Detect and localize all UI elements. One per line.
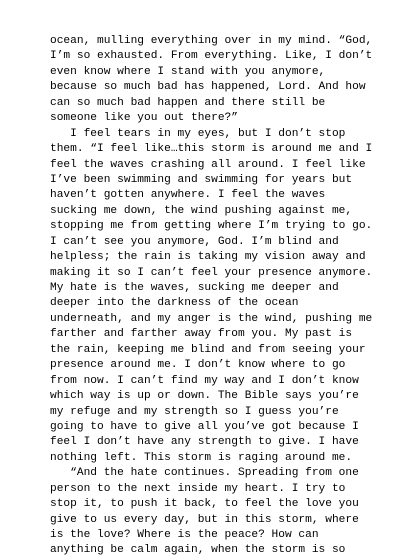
- text-line: feel I don’t have any strength to give. I have: [50, 436, 359, 449]
- text-line: deeper into the darkness of the ocean: [50, 297, 299, 310]
- text-line: anything be calm again, when the storm is so: [50, 544, 346, 557]
- text-line: ocean, mulling everything over in my mind. “God,: [50, 35, 373, 47]
- text-line: My hate is the waves, sucking me deeper and: [50, 282, 339, 294]
- text-line: the rain, keeping me blind and from seeing your: [50, 343, 366, 356]
- text-line: which way is up or down. The Bible says you’re: [50, 390, 359, 403]
- text-line: nothing left. This storm is raging around me.: [50, 451, 353, 464]
- text-line: presence around me. I don’t know where to go: [50, 359, 346, 372]
- text-line: sucking me down, the wind pushing against me,: [50, 204, 353, 217]
- text-line: even know where I stand with you anymore,: [50, 65, 326, 78]
- text-line: underneath, and my anger is the wind, pushing me: [50, 312, 373, 325]
- text-line: “And the hate continues. Spreading from one: [50, 467, 359, 480]
- text-line: them. “I feel like…this storm is around me and I: [50, 143, 373, 156]
- text-line: I feel tears in my eyes, but I don’t stop: [50, 127, 346, 140]
- text-line: going to have to give all you’ve got because I: [50, 420, 359, 433]
- text-line: helpless; the rain is taking my vision away and: [50, 251, 366, 264]
- text-line: stopping me from getting where I’m trying to go.: [50, 220, 373, 233]
- text-line: I’ve been swimming and swimming for years but: [50, 173, 353, 186]
- text-line: person to the next inside my heart. I try to: [50, 482, 346, 495]
- text-line: haven’t gotten anywhere. I feel the waves: [50, 189, 326, 202]
- text-line: because so much bad has happened, Lord. And how: [50, 81, 366, 94]
- text-line: can so much bad happen and there still be: [50, 96, 326, 109]
- text-line: is the love? Where is the peace? How can: [50, 529, 319, 541]
- text-line: from now. I can’t find my way and I don’t know: [50, 374, 359, 387]
- text-line: feel the waves crashing all around. I feel like: [50, 158, 366, 171]
- text-line: give to us every day, but in this storm, where: [50, 513, 359, 526]
- text-line: my refuge and my strength so I guess you’re: [50, 405, 339, 418]
- text-line: making it so I can’t feel your presence anymore.: [50, 266, 373, 279]
- text-line: I’m so exhausted. From everything. Like, I don’t: [50, 50, 373, 63]
- body-text: [50, 34, 390, 559]
- text-line: someone like you out there?”: [50, 112, 238, 125]
- text-line: farther and farther away from you. My past is: [50, 328, 353, 341]
- text-line: I can’t see you anymore, God. I’m blind and: [50, 235, 339, 248]
- text-line: stop it, to push it back, to feel the love you: [50, 498, 359, 511]
